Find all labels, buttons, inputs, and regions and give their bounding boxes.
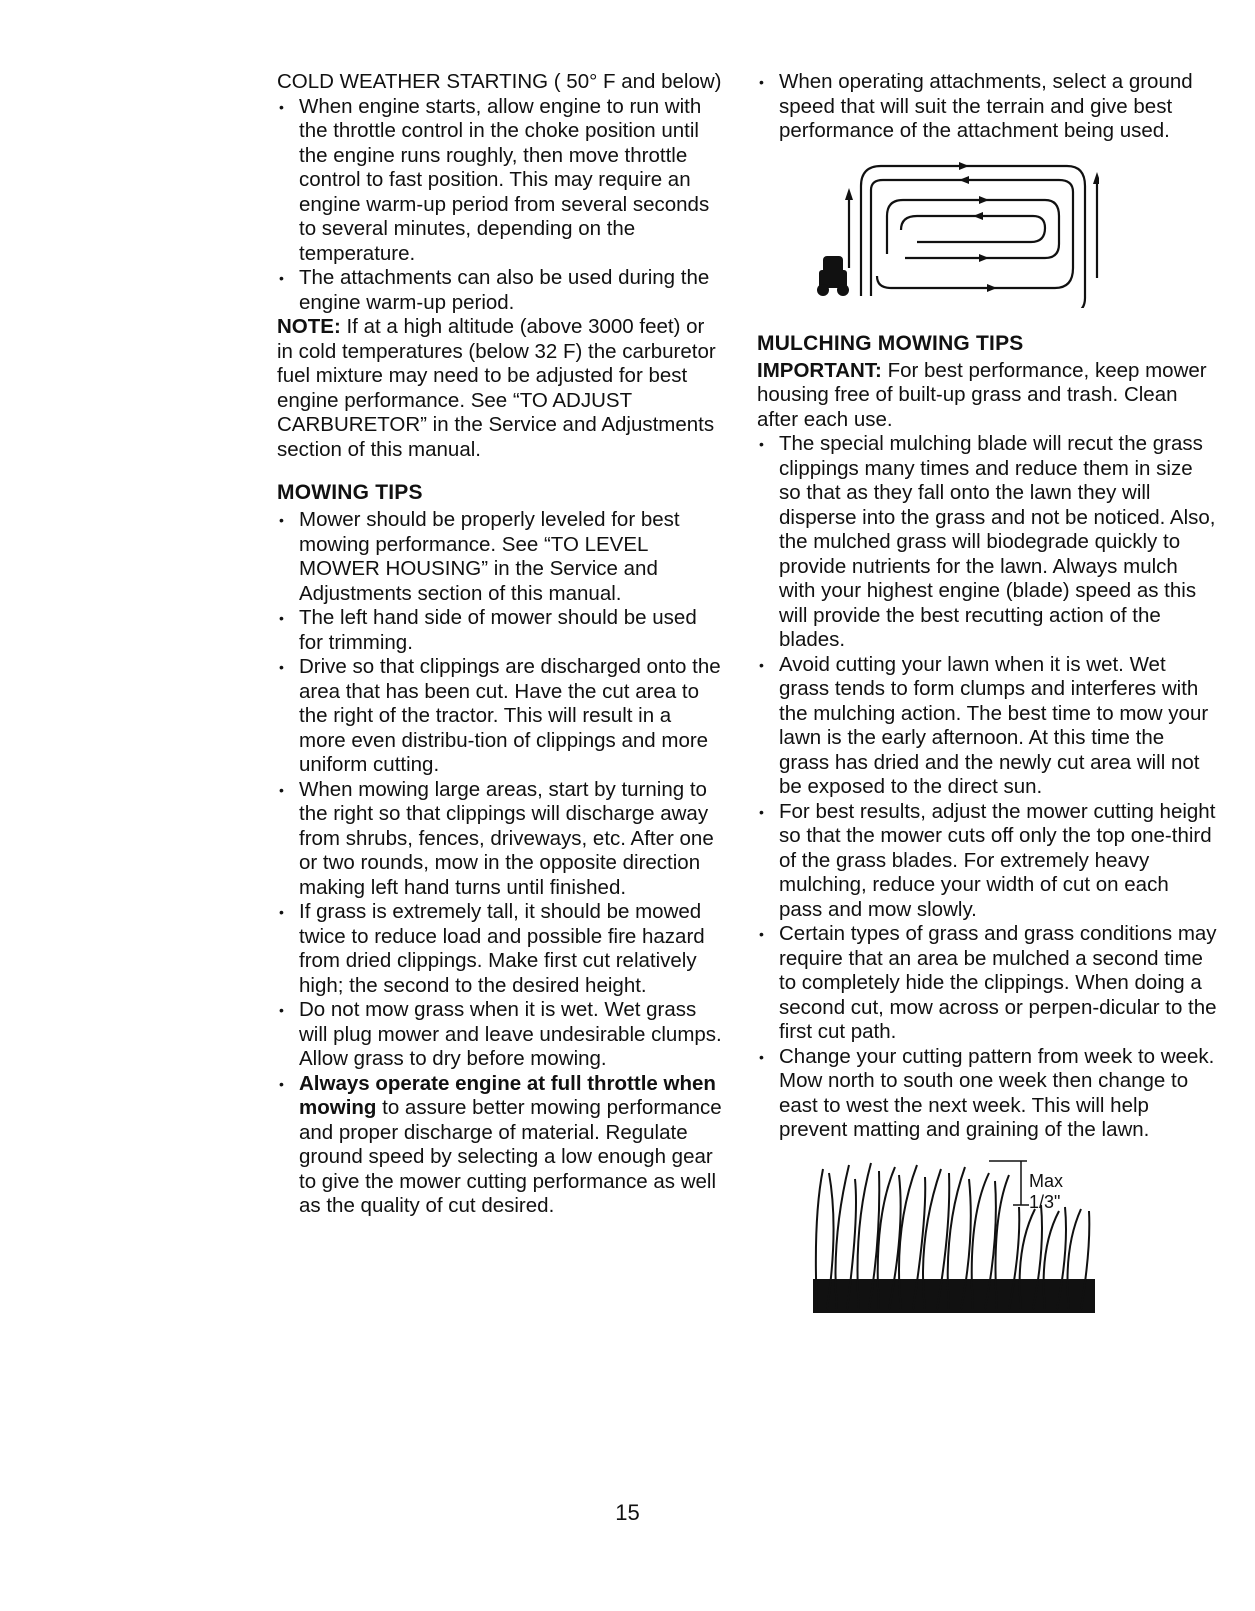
page-number: 15	[615, 1500, 640, 1525]
cold-weather-list	[277, 95, 722, 316]
throttle-text: to assure better mowing performance and proper discharge of material. Regulate ground speed by selecting a low enough gear to give the mower cutting performance as well as the quality of cut desired.	[299, 1096, 722, 1217]
max-cut-label: Max 1/3"	[1029, 1170, 1064, 1212]
note-paragraph	[277, 315, 722, 462]
list-item: • The special mulching blade will recut the grass clippings many times and reduce them in size so that as they fall onto the lawn they will disperse into the grass and not be noticed. Also, the mulched grass will biodegrade quickly to provide nutrients for the lawn. Always mulch with your highest engine (blade) speed as this will provide the best recutting action of the blades.	[757, 432, 1217, 653]
list-item	[277, 1072, 722, 1219]
list-item: • When operating attachments, select a ground speed that will suit the terrain and give best performance of the attachment being used.	[757, 70, 1217, 144]
cold-weather-heading: COLD WEATHER STARTING ( 50° F and below)	[277, 70, 722, 93]
list-item: • When mowing large areas, start by turning to the right so that clippings will discharge away from shrubs, fences, driveways, etc. After one or two rounds, mow in the opposite direction making left hand turns until finished.	[277, 778, 722, 901]
list-item: • The left hand side of mower should be used for trimming.	[277, 606, 722, 655]
mulching-tips-title: MULCHING MOWING TIPS	[757, 331, 1024, 355]
note-label: NOTE:	[277, 315, 341, 338]
attachments-list	[757, 70, 1217, 144]
list-item: • The attachments can also be used during the engine warm-up period.	[277, 266, 722, 315]
important-label: IMPORTANT:	[757, 358, 882, 382]
right-column	[757, 70, 1217, 1314]
left-column	[277, 70, 722, 1219]
mowing-tips-title: MOWING TIPS	[277, 481, 423, 504]
list-item: • Do not mow grass when it is wet. Wet grass will plug mower and leave undesirable clumps. Allow grass to dry before mowing.	[277, 998, 722, 1072]
list-item: • Avoid cutting your lawn when it is wet. Wet grass tends to form clumps and interferes with the mulching action. The best time to mow your lawn is the early afternoon. At this time the grass has dried and the newly cut area will not be exposed to the direct sun.	[757, 653, 1217, 800]
throttle-bold-text: Always operate engine at full throttle when mowing	[299, 1071, 716, 1119]
list-item: • Change your cutting pattern from week to week. Mow north to south one week then change to east to west the next week. This will help prevent matting and graining of the lawn.	[757, 1045, 1217, 1143]
list-item: • For best results, adjust the mower cutting height so that the mower cuts off only the top one-third of the grass blades. For extremely heavy mulching, reduce your width of cut on each pass and mow slowly.	[757, 800, 1217, 923]
list-item: • If grass is extremely tall, it should be mowed twice to reduce load and possible fire hazard from dried clippings. Make first cut relatively high; the second to the desired height.	[277, 900, 722, 998]
grass-height-illustration	[809, 1159, 1099, 1314]
note-text: If at a high altitude (above 3000 feet) or in cold temperatures (below 32 F) the carburetor fuel mixture may need to be adjusted for best engine performance. See “TO ADJUST CARBURETOR” in the Service and Adjustments section of this manual.	[277, 315, 716, 461]
mulching-tips-list	[757, 432, 1217, 1143]
mowing-pattern-illustration	[809, 158, 1099, 308]
mowing-tips-list	[277, 508, 722, 1219]
list-item: • Drive so that clippings are discharged onto the area that has been cut. Have the cut area to the right of the tractor. This will result in a more even distribu-tion of clippings and more uniform cutting.	[277, 655, 722, 778]
important-text: For best performance, keep mower housing free of built-up grass and trash. Clean after each use.	[757, 358, 1207, 431]
list-item: • When engine starts, allow engine to run with the throttle control in the choke position until the engine runs roughly, then move throttle control to fast position. This may require an engine warm-up period from several seconds to several minutes, depending on the temperature.	[277, 95, 722, 267]
list-item: • Mower should be properly leveled for best mowing performance. See “TO LEVEL MOWER HOUSING” in the Service and Adjustments section of this manual.	[277, 508, 722, 606]
important-paragraph	[757, 359, 1217, 433]
list-item: • Certain types of grass and grass conditions may require that an area be mulched a second time to completely hide the clippings. When doing a second cut, mow across or perpen-dicular to the first cut path.	[757, 922, 1217, 1045]
